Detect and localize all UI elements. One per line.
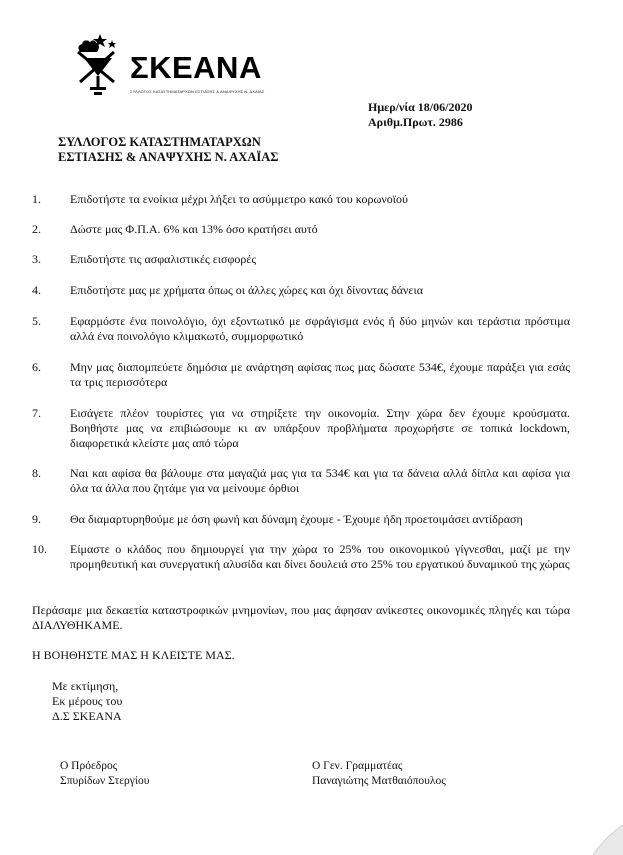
item-text: Επιδοτήστε τα ενοίκια μέχρι λήξει το ασύμμετρο κακό του κορωνοϊού: [70, 192, 408, 206]
regards-line-3: Δ.Σ ΣΚΕΑΝΑ: [52, 709, 122, 723]
list-item: [32, 252, 570, 267]
list-item: [32, 314, 570, 344]
item-number: 9.: [32, 512, 41, 526]
list-item: [32, 222, 570, 237]
secretary-signature: [312, 759, 446, 789]
item-number: 1.: [32, 192, 41, 206]
protocol-number: Αριθμ.Πρωτ. 2986: [368, 115, 463, 129]
secretary-name: Παναγιώτης Ματθαιόπουλος: [312, 775, 446, 787]
list-item: [32, 192, 570, 207]
president-signature: [60, 759, 149, 789]
list-item: [32, 542, 570, 572]
item-number: 7.: [32, 406, 41, 420]
item-text: Μην μας διαπομπεύετε δημόσια με ανάρτηση αφίσας πως μας δώσατε 534€, έχουμε παράξει για εσάς τα τρις περισσότερα: [70, 360, 570, 389]
item-text: Ναι και αφίσα θα βάλουμε στα μαγαζιά μας για τα 534€ και για τα δάνεια αλλά δίπλα και αφίσα για όλα τα άλλα που ζητάμε για να μείνουμε όρθιοι: [70, 466, 570, 495]
regards-line-1: Με εκτίμηση,: [52, 679, 119, 693]
closing-paragraph: Περάσαμε μια δεκαετία καταστροφικών μνημονίων, που μας άφησαν ανίκεστες οικονομικές πληγές και τώρα ΔΙΑΛΥΘΗΚΑΜΕ.: [32, 603, 570, 632]
logo-wordmark: ΣΚΕΑΝΑ: [130, 50, 262, 85]
list-item: [32, 512, 570, 527]
item-number: 3.: [32, 252, 41, 266]
president-name: Σπυρίδων Στεργίου: [60, 775, 150, 787]
item-text: Δώστε μας Φ.Π.Α. 6% και 13% όσο κρατήσει αυτό: [70, 222, 318, 236]
association-line-2: ΕΣΤΙΑΣΗΣ & ΑΝΑΨΥΧΗΣ Ν. ΑΧΑΪΑΣ: [58, 150, 279, 164]
logo-subtitle: ΣΥΛΛΟΓΟΣ ΚΑΤΑΣΤΗΜΑΤΑΡΧΩΝ ΕΣΤΙΑΣΗΣ & ΑΝΑΨΥΧΗΣ Ν. ΑΧΑΪΑΣ: [130, 89, 265, 94]
item-text: Επιδοτήστε τις ασφαλιστικές εισφορές: [70, 252, 257, 266]
item-text: Εφαρμόστε ένα ποινολόγιο, όχι εξοντωτικό με σφράγισμα ενός ή δύο μηνών και τεράστια πρόστιμα αλλά ένα ποινολόγιο κλιμακωτό, συμμορφωτικό: [70, 314, 570, 343]
president-role: Ο Πρόεδρος: [60, 760, 118, 772]
association-line-1: ΣΥΛΛΟΓΟΣ ΚΑΤΑΣΤΗΜΑΤΑΡΧΩΝ: [58, 135, 261, 149]
list-item: [32, 360, 570, 390]
item-text: Εισάγετε πλέον τουρίστες για να στηρίξετε την οικονομία. Στην χώρα δεν έχουμε κρούσματα. Βοηθήστε μας να επιβιώσουμε κι αν υπάρξουν προβλήματα προχωρήστε σε τοπικά lockdown, διαφορετικά κλείστε μας από τώρα: [70, 406, 570, 450]
list-item: [32, 283, 570, 298]
cocktail-chef-logo-icon: [70, 30, 130, 100]
item-number: 6.: [32, 360, 41, 374]
regards-line-2: Εκ μέρους του: [52, 694, 123, 708]
item-text: Επιδοτήστε μας με χρήματα όπως οι άλλες χώρες και όχι δίνοντας δάνεια: [70, 283, 423, 297]
item-number: 10.: [32, 542, 47, 556]
item-text: Είμαστε ο κλάδος που δημιουργεί για την χώρα το 25% του οικονομικού γίγνεσθαι, μαζί με την προμηθευτική και συνεργατική αλυσίδα και δίνει δουλειά στο 25% του εργατικού δυναμικού της χώρας: [70, 542, 570, 571]
list-item: [32, 406, 570, 451]
association-logo: [70, 30, 270, 100]
item-number: 4.: [32, 283, 41, 297]
date-line: Ημερ/νία 18/06/2020: [368, 100, 473, 114]
page-curl-shadow: [583, 815, 623, 855]
association-heading: [58, 135, 278, 165]
item-number: 8.: [32, 466, 41, 480]
item-number: 2.: [32, 222, 41, 236]
closing-appeal: Η ΒΟΗΘΗΣΤΕ ΜΑΣ Η ΚΛΕΙΣΤΕ ΜΑΣ.: [32, 648, 235, 662]
list-item: [32, 466, 570, 496]
secretary-role: Ο Γεν. Γραμματέας: [312, 760, 403, 772]
document-meta: [368, 100, 472, 130]
item-text: Θα διαμαρτυρηθούμε με όση φωνή και δύναμη έχουμε - Έχουμε ήδη προετοιμάσει αντίδραση: [70, 512, 523, 526]
item-number: 5.: [32, 314, 41, 328]
